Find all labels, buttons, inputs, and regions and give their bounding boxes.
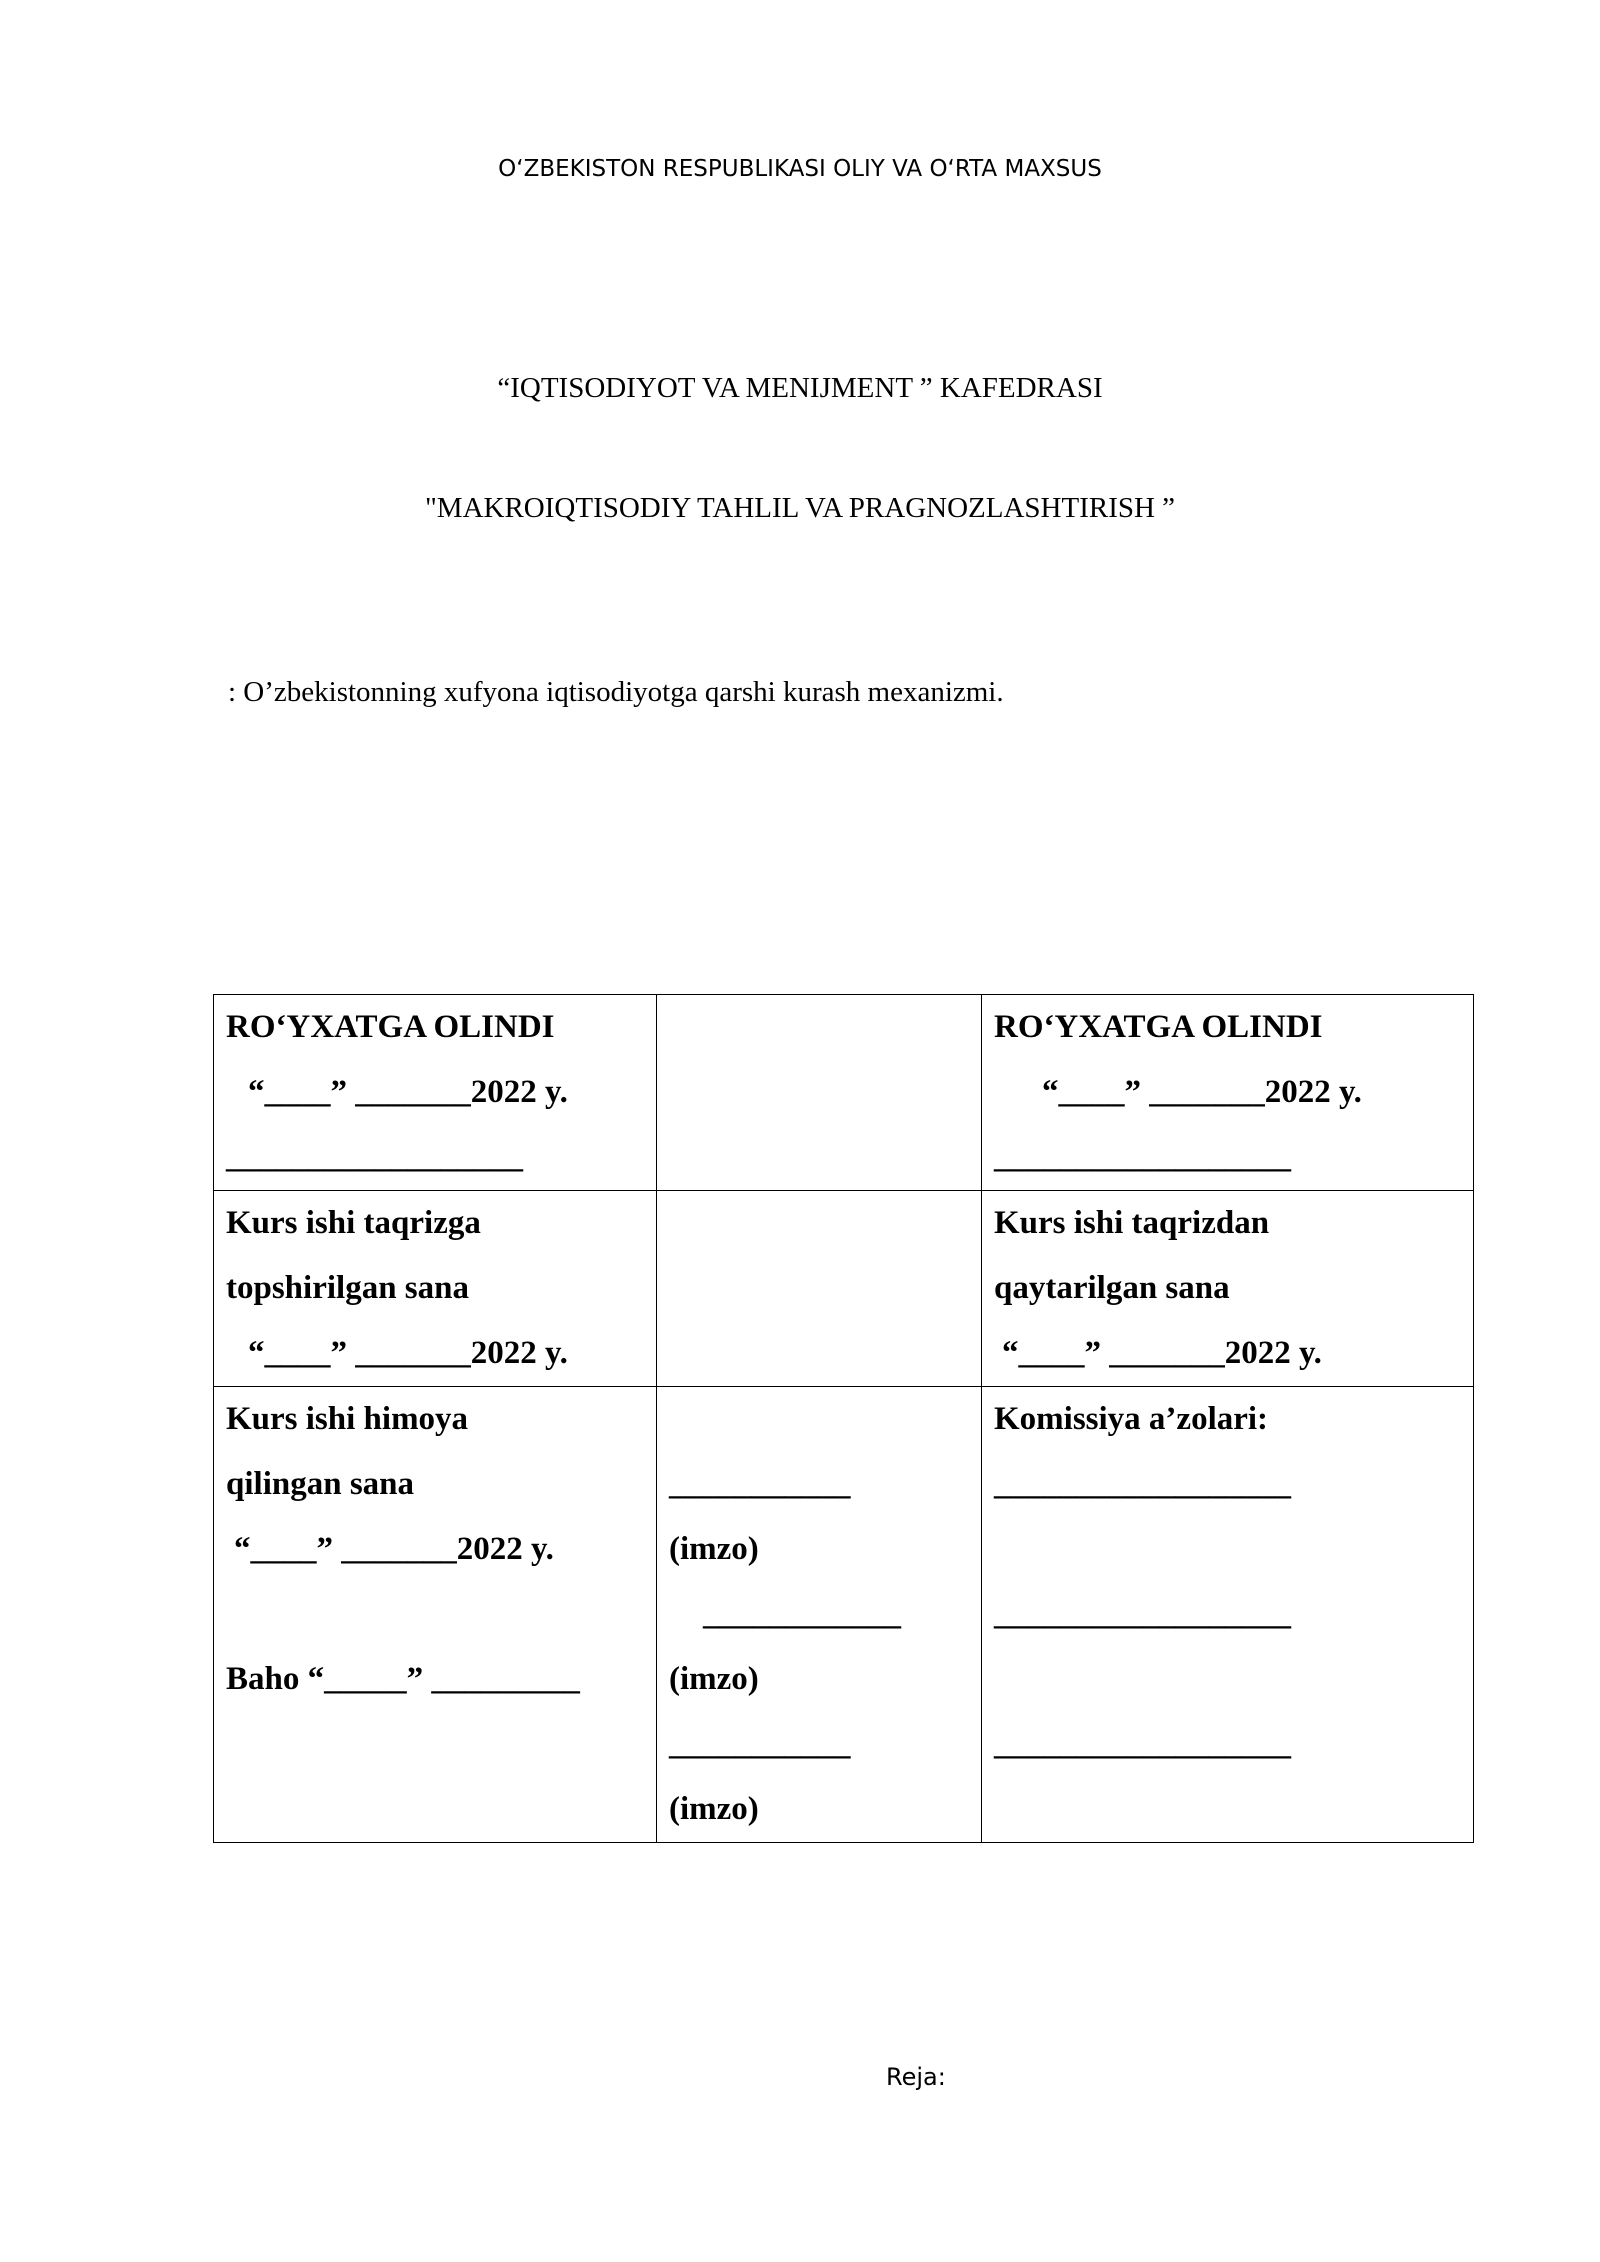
- registration-right-cell: [982, 995, 1474, 1191]
- signature-line: ____________: [703, 1596, 901, 1632]
- registered-date: “____” _______2022 y.: [248, 1074, 568, 1110]
- defense-cell: [214, 1387, 657, 1843]
- registered-date: “____” _______2022 y.: [1042, 1074, 1362, 1110]
- signature-caption: (imzo): [669, 1531, 759, 1567]
- registered-title: RO‘YXATGA OLINDI: [226, 1009, 555, 1045]
- defense-label: Kurs ishi himoya: [226, 1401, 469, 1437]
- commission-line: __________________: [994, 1596, 1291, 1632]
- table-row: [214, 1387, 1474, 1843]
- signature-line: ___________: [669, 1726, 851, 1762]
- registered-title: RO‘YXATGA OLINDI: [994, 1009, 1323, 1045]
- review-returned-label-2: qaytarilgan sana: [994, 1270, 1230, 1306]
- defense-date: “____” _______2022 y.: [234, 1531, 554, 1567]
- grade-line: Baho “_____” _________: [226, 1661, 580, 1697]
- review-returned-cell: [982, 1191, 1474, 1387]
- department-heading: “IQTISODIYOT VA MENIJMENT ” KAFEDRASI: [497, 372, 1103, 404]
- empty-cell: [657, 995, 982, 1191]
- commission-title: Komissiya a’zolari:: [994, 1401, 1269, 1437]
- plan-heading: Reja:: [886, 2063, 946, 2091]
- signatures-cell: [657, 1387, 982, 1843]
- review-returned-date: “____” _______2022 y.: [1002, 1335, 1322, 1371]
- review-returned-label: Kurs ishi taqrizdan: [994, 1205, 1270, 1241]
- registered-signature-line: __________________: [994, 1139, 1291, 1175]
- subject-heading: "MAKROIQTISODIY TAHLIL VA PRAGNOZLASHTIRISH ”: [424, 492, 1176, 524]
- registration-table: [213, 994, 1474, 1843]
- review-submitted-label-2: topshirilgan sana: [226, 1270, 469, 1306]
- empty-cell: [657, 1191, 982, 1387]
- review-submitted-date: “____” _______2022 y.: [248, 1335, 568, 1371]
- registration-left-cell: [214, 995, 657, 1191]
- signature-caption: (imzo): [669, 1791, 759, 1827]
- review-submitted-cell: [214, 1191, 657, 1387]
- commission-cell: [982, 1387, 1474, 1843]
- table-row: [214, 1191, 1474, 1387]
- defense-label-2: qilingan sana: [226, 1466, 415, 1502]
- commission-line: __________________: [994, 1726, 1291, 1762]
- table-row: [214, 995, 1474, 1191]
- review-submitted-label: Kurs ishi taqrizga: [226, 1205, 481, 1241]
- signature-caption: (imzo): [669, 1661, 759, 1697]
- commission-line: __________________: [994, 1466, 1291, 1502]
- signature-line: ___________: [669, 1466, 851, 1502]
- topic-line: : O’zbekistonning xufyona iqtisodiyotga qarshi kurash mexanizmi.: [228, 676, 1004, 708]
- registered-signature-line: __________________: [226, 1139, 523, 1175]
- ministry-heading: O‘ZBEKISTON RESPUBLIKASI OLIY VA O‘RTA MAXSUS: [498, 156, 1102, 182]
